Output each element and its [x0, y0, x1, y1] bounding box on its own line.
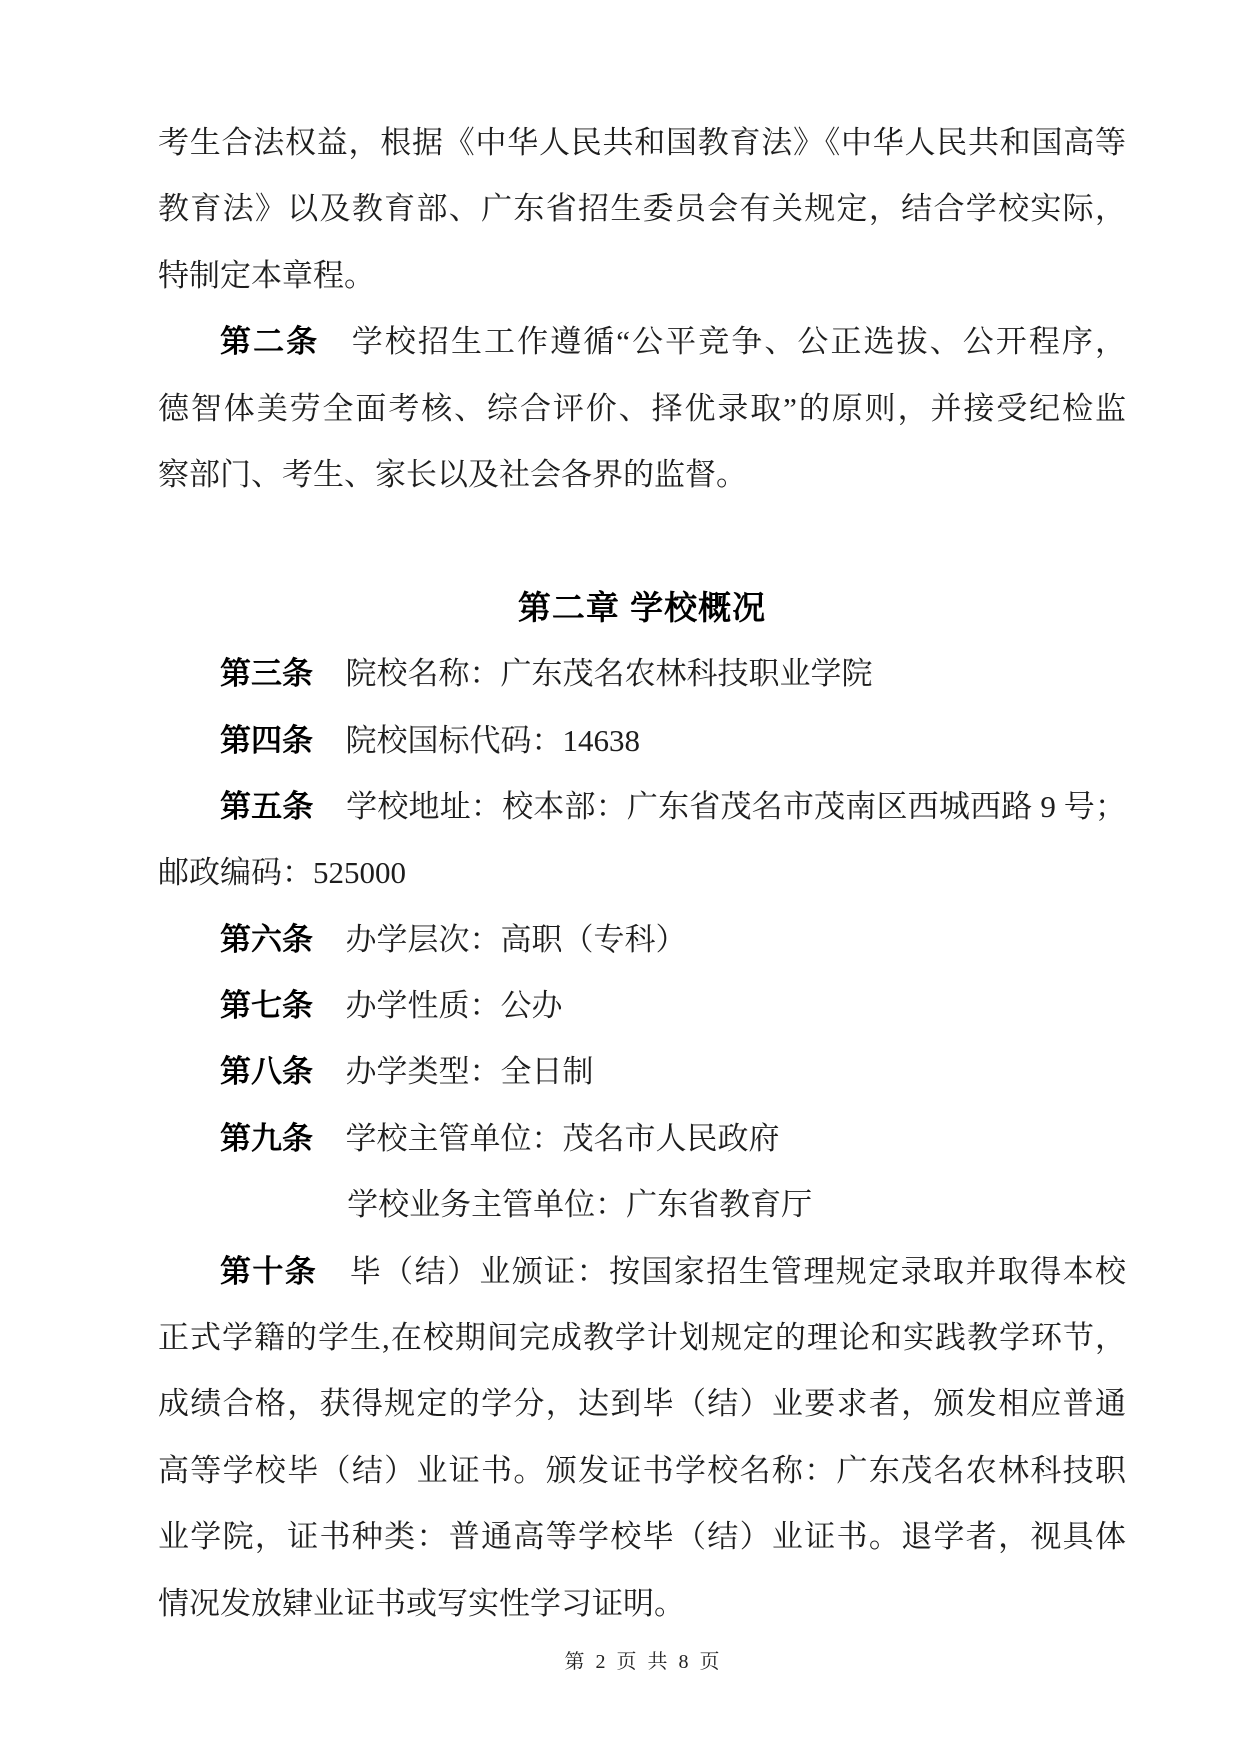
text-line: 高等学校毕（结）业证书。颁发证书学校名称：广东茂名农林科技职	[158, 1452, 1126, 1488]
article-label: 第五条	[220, 788, 314, 824]
article-line	[158, 774, 1126, 840]
text-line: 特制定本章程。	[158, 257, 375, 293]
text-line: 察部门、考生、家长以及社会各界的监督。	[158, 456, 747, 492]
line-text: 学校招生工作遵循“公平竞争、公正选拔、公开程序，	[351, 324, 1126, 360]
line-text: 院校名称：广东茂名农林科技职业学院	[345, 656, 873, 692]
article-line	[158, 907, 1126, 973]
article-label: 第二条	[220, 324, 320, 360]
article-label: 第八条	[220, 1054, 313, 1090]
text-line: 学校业务主管单位：广东省教育厅	[347, 1187, 813, 1223]
article-line	[158, 973, 1126, 1039]
page-footer: 第 2 页 共 8 页	[564, 1651, 720, 1673]
article-line	[158, 641, 1126, 707]
text-line: 正式学籍的学生,在校期间完成教学计划规定的理论和实践教学环节，	[158, 1320, 1126, 1356]
article-line	[158, 708, 1126, 774]
line-text: 办学层次：高职（专科）	[345, 921, 687, 957]
document-body	[158, 110, 1126, 1637]
text-line: 教育法》以及教育部、广东省招生委员会有关规定，结合学校实际，	[158, 191, 1126, 227]
line-text: 院校国标代码：14638	[345, 722, 641, 758]
line-text: 毕（结）业颁证：按国家招生管理规定录取并取得本校	[349, 1253, 1127, 1289]
text-line: 业学院，证书种类：普通高等学校毕（结）业证书。退学者，视具体	[158, 1519, 1126, 1555]
line-text: 学校主管单位：茂名市人民政府	[345, 1120, 780, 1156]
article-line	[158, 1106, 1126, 1172]
chapter-heading: 第二章 学校概况	[517, 588, 767, 626]
article-label: 第四条	[220, 722, 313, 758]
article-line	[158, 309, 1126, 375]
line-text: 办学性质：公办	[345, 988, 563, 1024]
blank-line	[158, 508, 1126, 574]
text-line: 德智体美劳全面考核、综合评价、择优录取”的原则，并接受纪检监	[158, 390, 1126, 426]
article-label: 第六条	[220, 921, 313, 957]
article-label: 第七条	[220, 988, 313, 1024]
article-line	[158, 1039, 1126, 1105]
line-text: 学校地址：校本部：广东省茂名市茂南区西城西路 9 号；	[346, 788, 1127, 824]
article-label: 第九条	[220, 1120, 313, 1156]
text-line: 考生合法权益，根据《中华人民共和国教育法》《中华人民共和国高等	[158, 125, 1126, 160]
text-line: 邮政编码：525000	[158, 855, 406, 891]
article-label: 第十条	[220, 1253, 318, 1289]
line-text: 办学类型：全日制	[345, 1054, 594, 1090]
article-label: 第三条	[220, 656, 313, 692]
text-line: 成绩合格，获得规定的学分，达到毕（结）业要求者，颁发相应普通	[158, 1386, 1126, 1422]
text-line: 情况发放肄业证书或写实性学习证明。	[158, 1585, 685, 1621]
article-line	[158, 1239, 1126, 1305]
